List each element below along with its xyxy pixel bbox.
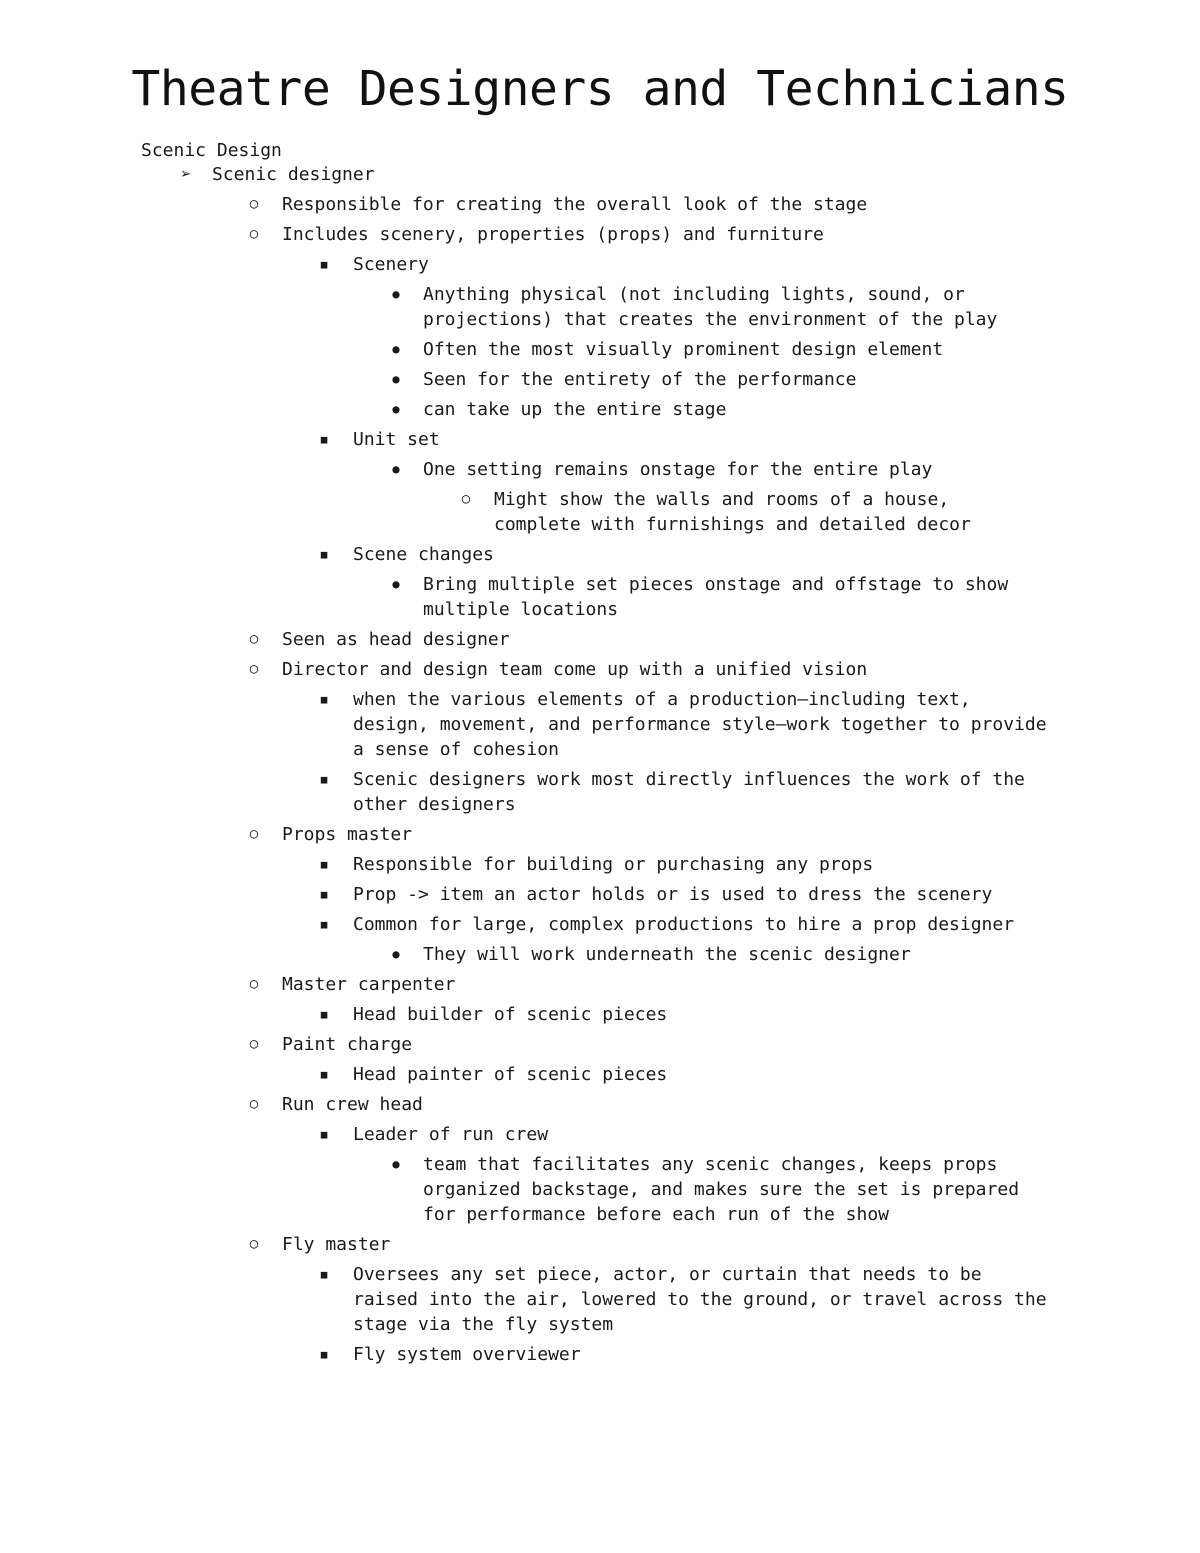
list-item-text: Seen as head designer [282,629,510,650]
list-item [0,1262,1200,1337]
square-bullet-icon: ■ [320,258,328,271]
list-item [0,1002,1200,1027]
circle-bullet-icon: ○ [249,1036,259,1052]
circle-bullet-icon: ○ [249,631,259,647]
list-item-text: team that facilitates any scenic changes, keeps props organized backstage, and makes sure the set is prepared for performance before each run of the show [423,1154,1020,1225]
list-item-text: Unit set [353,429,440,450]
list-item-text: Master carpenter [282,974,456,995]
list-item-text: Props master [282,824,413,845]
list-item-text: Scenic designer [212,164,375,185]
list-item-text: Scene changes [353,544,494,565]
list-item-text: Leader of run crew [353,1124,549,1145]
list-item [0,1152,1200,1227]
list-item [0,162,1200,187]
list-item [0,942,1200,967]
circle-bullet-icon: ○ [249,661,259,677]
dot-bullet-icon: ● [392,287,400,301]
list-item [0,252,1200,277]
list-item-text: Seen for the entirety of the performance [423,369,857,390]
square-bullet-icon: ■ [320,548,328,561]
list-item-text: Anything physical (not including lights, sound, or projections) that creates the environment of the play [423,284,998,330]
dot-bullet-icon: ● [392,462,400,476]
list-item-text: when the various elements of a production—including text, design, movement, and performance style—work together to provide a sense of cohesion [353,689,1047,760]
list-item-text: Paint charge [282,1034,413,1055]
list-item [0,657,1200,682]
dot-bullet-icon: ● [392,402,400,416]
circle-bullet-icon: ○ [461,491,471,507]
list-item-text: Fly system overviewer [353,1344,581,1365]
list-item [0,1122,1200,1147]
square-bullet-icon: ■ [320,1348,328,1361]
list-item [0,1342,1200,1367]
list-item-text: Fly master [282,1234,391,1255]
list-item-text: Includes scenery, properties (props) and furniture [282,224,824,245]
list-item-text: Common for large, complex productions to hire a prop designer [353,914,1015,935]
list-item [0,1232,1200,1257]
list-item-text: Scenery [353,254,429,275]
circle-bullet-icon: ○ [249,1096,259,1112]
list-item-text: Prop -> item an actor holds or is used to dress the scenery [353,884,993,905]
list-item [0,367,1200,392]
list-item [0,282,1200,332]
list-item [0,572,1200,622]
dot-bullet-icon: ● [392,1157,400,1171]
list-item [0,912,1200,937]
list-item-text: Responsible for building or purchasing any props [353,854,874,875]
arrow-bullet-icon: ➢ [180,164,192,185]
dot-bullet-icon: ● [392,372,400,386]
list-item [0,222,1200,247]
list-item [0,192,1200,217]
list-item-text: Bring multiple set pieces onstage and offstage to show multiple locations [423,574,1009,620]
list-item-text: They will work underneath the scenic designer [423,944,911,965]
square-bullet-icon: ■ [320,1128,328,1141]
list-item [0,627,1200,652]
circle-bullet-icon: ○ [249,196,259,212]
circle-bullet-icon: ○ [249,1236,259,1252]
list-item [0,397,1200,422]
list-item-text: Director and design team come up with a unified vision [282,659,868,680]
list-item [0,1032,1200,1057]
square-bullet-icon: ■ [320,693,328,706]
dot-bullet-icon: ● [392,577,400,591]
list-item [0,767,1200,817]
list-item [0,1092,1200,1117]
list-item-text: can take up the entire stage [423,399,727,420]
list-item-text: Often the most visually prominent design element [423,339,944,360]
square-bullet-icon: ■ [320,888,328,901]
list-item-text: Might show the walls and rooms of a house, complete with furnishings and detailed decor [494,489,971,535]
list-item [0,852,1200,877]
list-item-text: Head painter of scenic pieces [353,1064,668,1085]
list-item [0,457,1200,482]
square-bullet-icon: ■ [320,773,328,786]
list-item [0,487,1200,537]
dot-bullet-icon: ● [392,947,400,961]
square-bullet-icon: ■ [320,858,328,871]
dot-bullet-icon: ● [392,342,400,356]
list-item-text: Oversees any set piece, actor, or curtain that needs to be raised into the air, lowered to the ground, or travel across the stage via the fly system [353,1264,1047,1335]
square-bullet-icon: ■ [320,1268,328,1281]
list-item [0,427,1200,452]
list-item [0,882,1200,907]
list-item [0,542,1200,567]
list-item [0,1062,1200,1087]
list-item-text: Scenic designers work most directly influences the work of the other designers [353,769,1025,815]
circle-bullet-icon: ○ [249,226,259,242]
list-item-text: Run crew head [282,1094,423,1115]
square-bullet-icon: ■ [320,1068,328,1081]
list-item [0,337,1200,362]
document-title: Theatre Designers and Technicians [131,61,1069,117]
square-bullet-icon: ■ [320,433,328,446]
list-item [0,972,1200,997]
circle-bullet-icon: ○ [249,826,259,842]
square-bullet-icon: ■ [320,1008,328,1021]
section-heading: Scenic Design [141,140,282,161]
circle-bullet-icon: ○ [249,976,259,992]
square-bullet-icon: ■ [320,918,328,931]
list-item [0,687,1200,762]
list-item [0,822,1200,847]
list-item-text: Head builder of scenic pieces [353,1004,668,1025]
outline-list [0,162,1200,1367]
list-item-text: Responsible for creating the overall look of the stage [282,194,868,215]
list-item-text: One setting remains onstage for the entire play [423,459,933,480]
